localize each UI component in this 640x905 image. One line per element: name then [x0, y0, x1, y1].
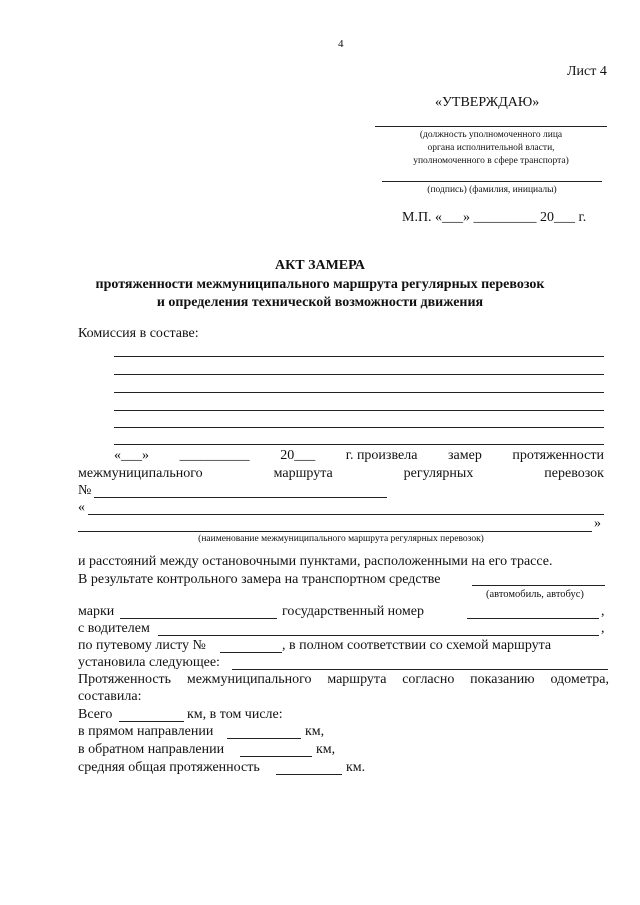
control-text: В результате контрольного замера на транспортном средстве — [78, 572, 441, 587]
route-name-line-2[interactable] — [78, 531, 592, 532]
driver-field[interactable] — [158, 635, 599, 636]
total-label: Всего — [78, 707, 113, 722]
avg-unit: км. — [346, 760, 366, 775]
stamp-date: М.П. «___» _________ 20___ г. — [402, 210, 587, 225]
route-name-hint: (наименование межмуниципального маршрута регулярных перевозок) — [198, 534, 484, 544]
forward-field[interactable] — [227, 738, 301, 739]
total-unit: км, в том числе: — [187, 707, 283, 722]
position-hint-line: органа исполнительной власти, — [427, 143, 555, 153]
measure-word: замер — [448, 448, 482, 463]
odometer-word: одометра, — [550, 672, 609, 687]
total-field[interactable] — [119, 721, 184, 722]
measure-word: регулярных — [403, 466, 474, 481]
brand-label: марки — [78, 604, 115, 619]
avg-field[interactable] — [276, 774, 342, 775]
waybill-label: по путевому листу № — [78, 638, 206, 653]
sheet-label: Лист 4 — [567, 64, 607, 79]
position-line — [375, 126, 607, 127]
vehicle-hint: (автомобиль, автобус) — [486, 589, 584, 600]
odometer-word: Протяженность — [78, 672, 172, 687]
backward-unit: км, — [316, 742, 336, 757]
waybill-field[interactable] — [220, 652, 282, 653]
measure-line-2 — [78, 466, 604, 482]
commission-line-5[interactable] — [114, 427, 604, 428]
commission-line-4[interactable] — [114, 410, 604, 411]
act-title: АКТ ЗАМЕРА — [274, 258, 366, 273]
commission-line-6[interactable] — [114, 444, 604, 445]
measure-word: г. произвела — [345, 448, 418, 463]
plate-field[interactable] — [467, 618, 599, 619]
approval-title: «УТВЕРЖДАЮ» — [435, 95, 540, 110]
measure-word: протяженности — [512, 448, 604, 463]
route-name-line-1[interactable] — [88, 514, 604, 515]
page-number: 4 — [338, 38, 344, 50]
measure-word: маршрута — [273, 466, 333, 481]
odometer-word: межмуниципального — [186, 672, 312, 687]
date-month: __________ — [179, 448, 250, 463]
act-subtitle-1: протяженности межмуниципального маршрута регулярных перевозок — [95, 277, 545, 292]
forward-unit: км, — [305, 724, 325, 739]
quote-open: « — [78, 500, 85, 515]
date-year: 20___ — [280, 448, 316, 463]
quote-close: » — [594, 516, 601, 531]
plate-label: государственный номер — [282, 604, 424, 619]
measure-word: перевозок — [544, 466, 604, 481]
odometer-line-2: составила: — [78, 689, 142, 704]
odometer-line-1 — [78, 672, 609, 688]
measure-word: межмуниципального — [78, 466, 203, 481]
found-field[interactable] — [232, 669, 608, 670]
vehicle-field[interactable] — [472, 585, 605, 586]
waybill-rest: , в полном соответствии со схемой маршрута — [282, 638, 552, 653]
backward-field[interactable] — [240, 756, 312, 757]
commission-line-2[interactable] — [114, 374, 604, 375]
odometer-word: маршрута — [327, 672, 387, 687]
plate-comma: , — [601, 604, 605, 619]
driver-label: с водителем — [78, 621, 150, 636]
position-hint-line: уполномоченного в сфере транспорта) — [413, 156, 569, 166]
avg-label: средняя общая протяженность — [78, 760, 260, 775]
route-number-label: № — [78, 483, 92, 498]
found-label: установила следующее: — [78, 655, 220, 670]
brand-field[interactable] — [120, 618, 277, 619]
commission-line-3[interactable] — [114, 392, 604, 393]
odometer-word: согласно — [402, 672, 455, 687]
position-hint-line: (должность уполномоченного лица — [419, 130, 563, 140]
distances-text: и расстояний между остановочными пунктами, расположенными на его трассе. — [78, 554, 553, 569]
forward-label: в прямом направлении — [78, 724, 214, 739]
position-hint — [375, 129, 607, 168]
commission-label: Комиссия в составе: — [78, 326, 199, 341]
odometer-word: показанию — [470, 672, 535, 687]
backward-label: в обратном направлении — [78, 742, 225, 757]
commission-line-1[interactable] — [114, 356, 604, 357]
signature-hint: (подпись) (фамилия, инициалы) — [427, 185, 557, 195]
driver-comma: , — [601, 621, 605, 636]
route-number-field[interactable] — [94, 497, 387, 498]
signature-line — [382, 181, 602, 182]
date-day: «___» — [114, 448, 149, 463]
act-subtitle-2: и определения технической возможности движения — [156, 295, 484, 310]
measure-line-1 — [114, 448, 604, 464]
